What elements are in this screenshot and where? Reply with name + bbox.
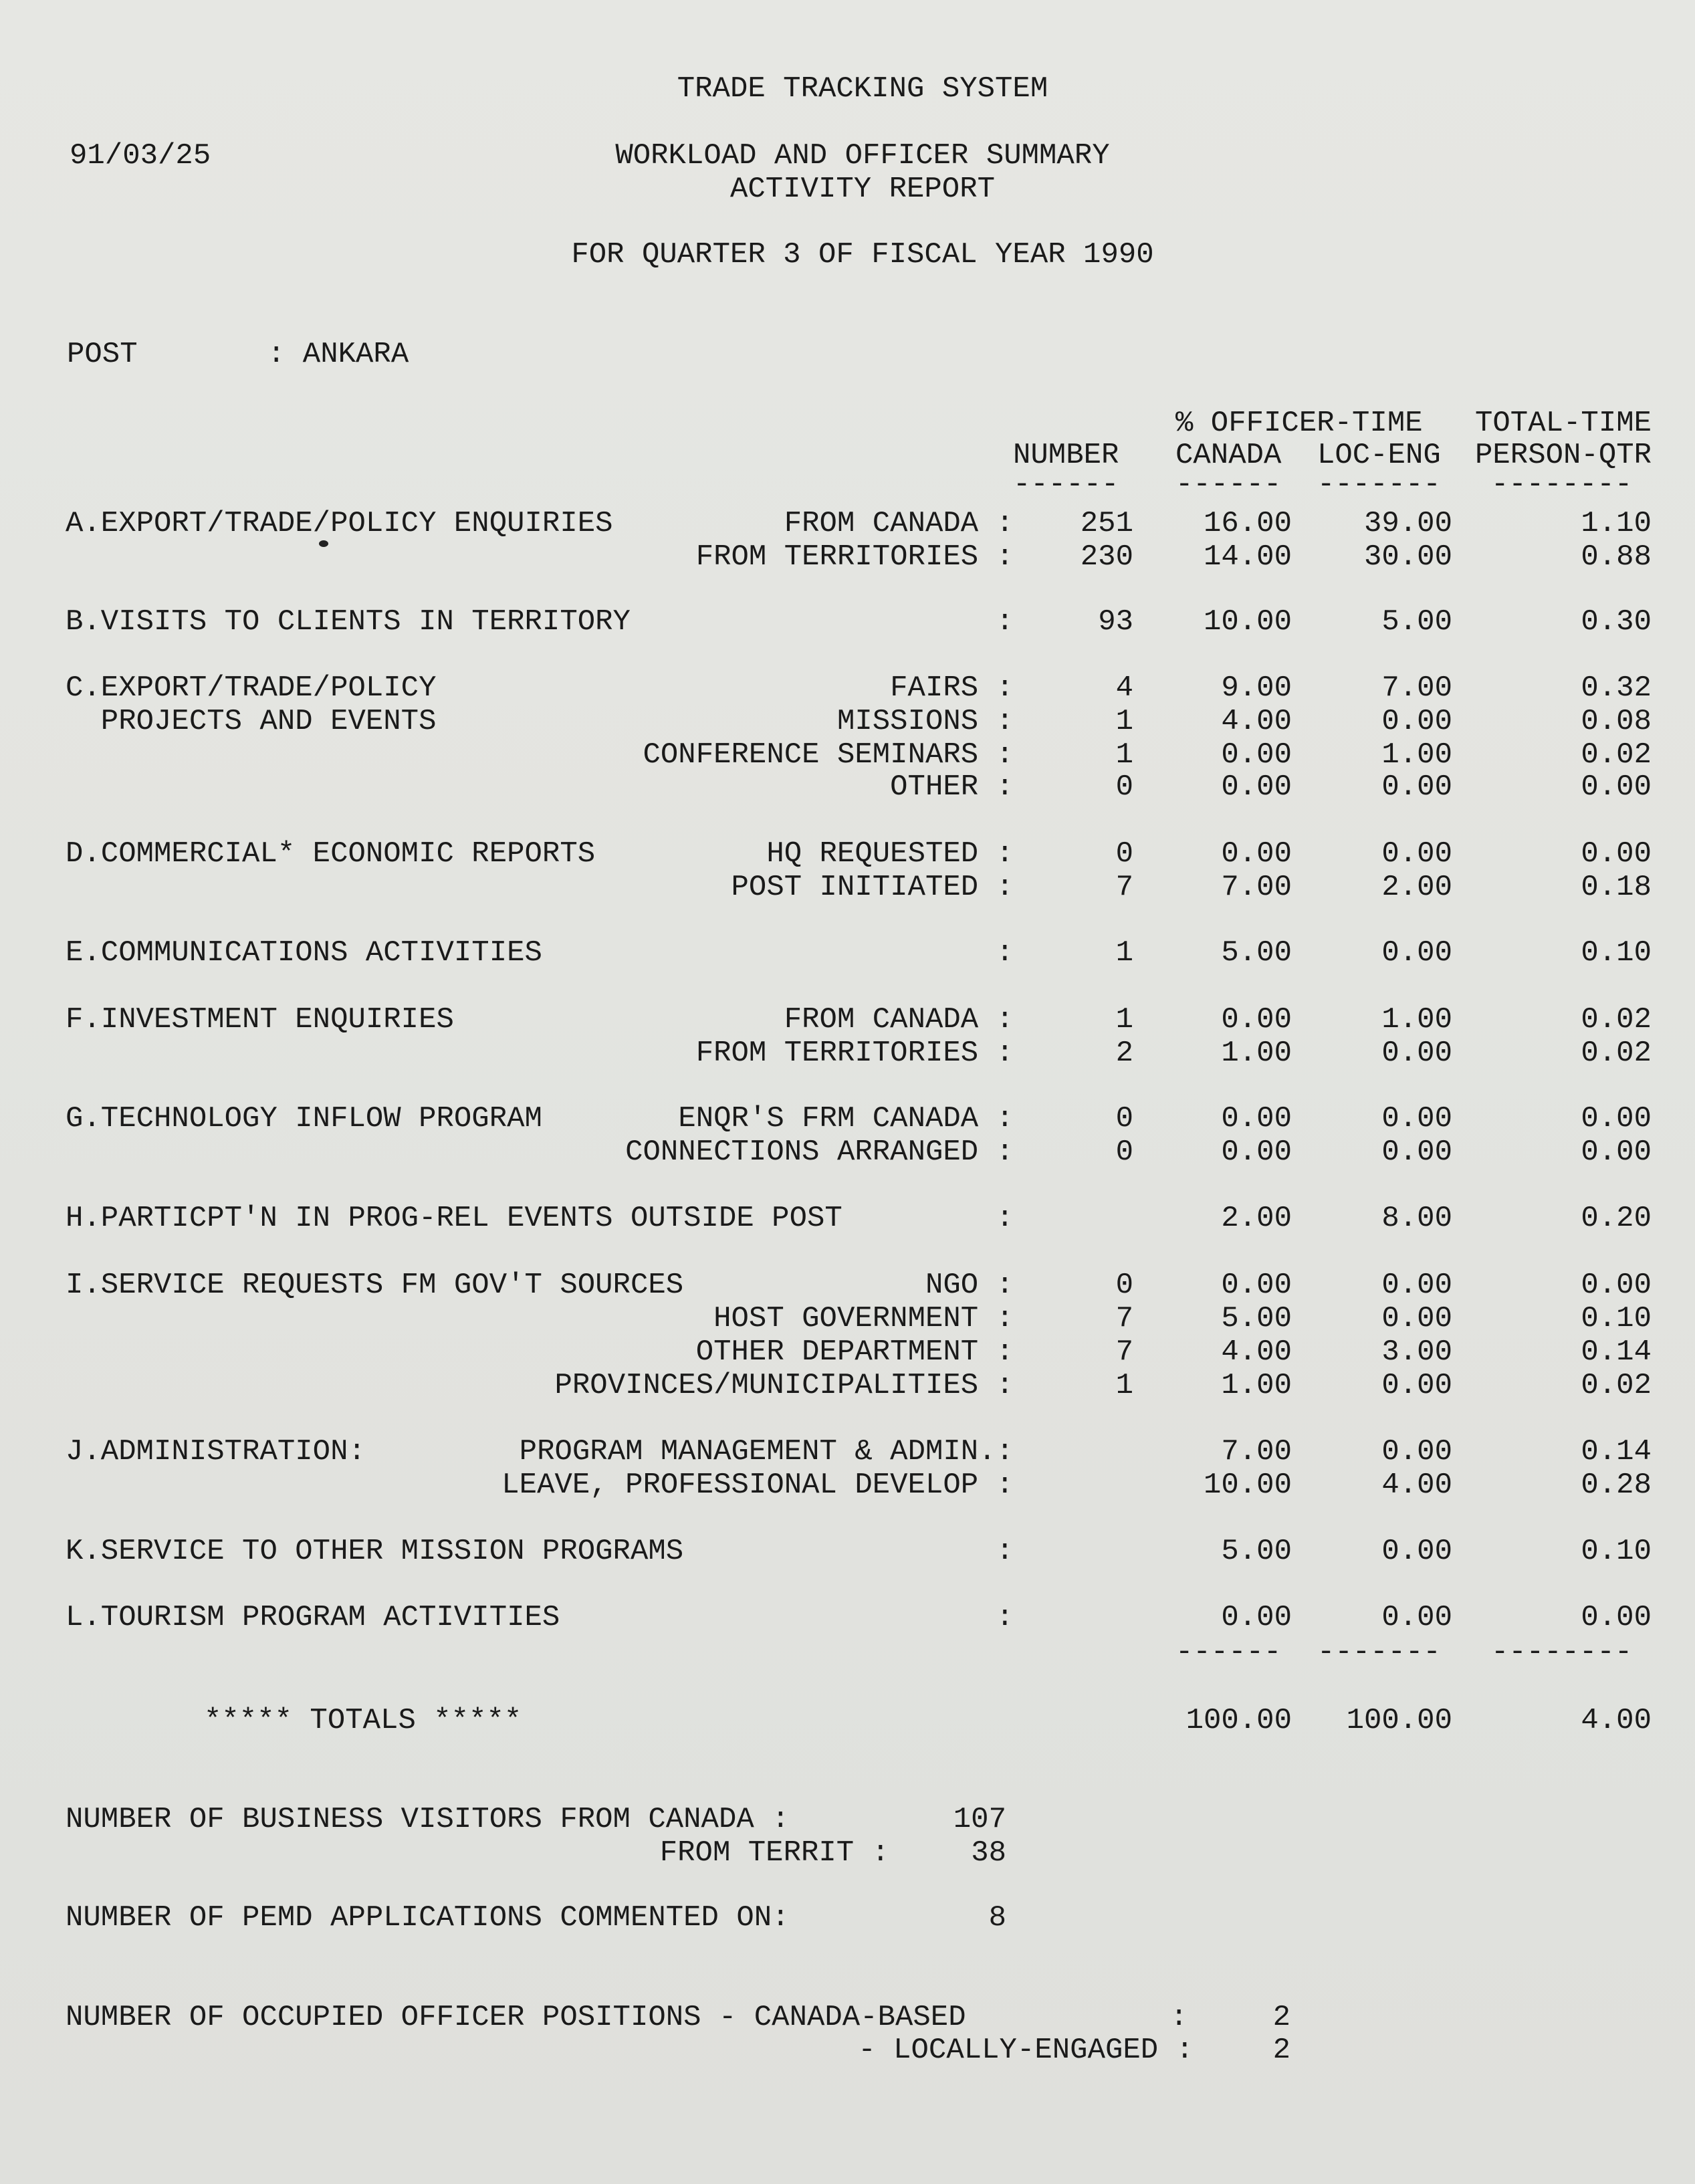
row-label: L.TOURISM PROGRAM ACTIVITIES: [66, 1601, 560, 1634]
row-person-qtr: 0.00: [1581, 770, 1652, 804]
row-loc-eng-pct: 0.00: [1381, 1102, 1452, 1135]
row-canada-pct: 7.00: [1221, 1435, 1292, 1468]
row-loc-eng-pct: 0.00: [1381, 1601, 1452, 1634]
row-sublabel: HQ REQUESTED :: [766, 837, 1014, 871]
row-person-qtr: 0.10: [1581, 1535, 1652, 1568]
row-sublabel: MISSIONS :: [836, 705, 1014, 738]
scan-speck: [319, 540, 328, 547]
row-loc-eng-pct: 0.00: [1381, 1435, 1452, 1468]
row-canada-pct: 4.00: [1221, 1335, 1292, 1369]
row-number: 1: [1115, 1369, 1133, 1402]
row-canada-pct: 7.00: [1221, 871, 1292, 904]
row-sublabel: PROVINCES/MUNICIPALITIES :: [554, 1369, 1014, 1402]
row-loc-eng-pct: 0.00: [1381, 705, 1452, 738]
row-number: 2: [1115, 1036, 1133, 1070]
row-sublabel: LEAVE, PROFESSIONAL DEVELOP :: [501, 1468, 1014, 1502]
row-person-qtr: 0.02: [1581, 738, 1652, 772]
totals-loc-eng-rule: -------: [1317, 1636, 1441, 1669]
totals-canada-rule: ------: [1175, 1636, 1282, 1669]
row-canada-pct: 5.00: [1221, 936, 1292, 970]
row-number: 0: [1115, 770, 1133, 804]
row-canada-pct: 4.00: [1221, 705, 1292, 738]
row-number: 230: [1080, 540, 1133, 574]
col-canada: CANADA: [1175, 439, 1282, 472]
territ-label: FROM TERRIT :: [659, 1836, 889, 1870]
row-sublabel: :: [996, 1535, 1014, 1568]
row-sublabel: NGO :: [925, 1269, 1014, 1302]
row-number: 1: [1115, 705, 1133, 738]
row-sublabel: FAIRS :: [890, 671, 1014, 705]
total-time-header: TOTAL-TIME: [1475, 407, 1652, 440]
col-loc-eng: LOC-ENG: [1317, 439, 1441, 472]
row-canada-pct: 1.00: [1221, 1036, 1292, 1070]
row-number: 1: [1115, 1003, 1133, 1036]
row-person-qtr: 0.00: [1581, 1601, 1652, 1634]
row-loc-eng-pct: 0.00: [1381, 1036, 1452, 1070]
row-canada-pct: 1.00: [1221, 1369, 1292, 1402]
row-person-qtr: 0.28: [1581, 1468, 1652, 1502]
row-person-qtr: 0.88: [1581, 540, 1652, 574]
row-label: I.SERVICE REQUESTS FM GOV'T SOURCES: [66, 1269, 684, 1302]
row-canada-pct: 14.00: [1203, 540, 1292, 574]
row-canada-pct: 10.00: [1203, 605, 1292, 639]
row-loc-eng-pct: 0.00: [1381, 1302, 1452, 1335]
row-loc-eng-pct: 7.00: [1381, 671, 1452, 705]
row-sublabel: FROM TERRITORIES :: [695, 540, 1014, 574]
row-number: 93: [1098, 605, 1133, 639]
row-loc-eng-pct: 8.00: [1381, 1202, 1452, 1235]
row-number: 7: [1115, 871, 1133, 904]
row-number: 1: [1115, 738, 1133, 772]
row-canada-pct: 0.00: [1221, 837, 1292, 871]
row-person-qtr: 0.32: [1581, 671, 1652, 705]
row-canada-pct: 0.00: [1221, 1135, 1292, 1169]
row-number: 1: [1115, 936, 1133, 970]
row-person-qtr: 0.00: [1581, 1102, 1652, 1135]
row-loc-eng-pct: 0.00: [1381, 936, 1452, 970]
row-number: 7: [1115, 1302, 1133, 1335]
row-loc-eng-pct: 0.00: [1381, 1535, 1452, 1568]
row-number: 4: [1115, 671, 1133, 705]
row-label: G.TECHNOLOGY INFLOW PROGRAM: [66, 1102, 542, 1135]
row-person-qtr: 0.00: [1581, 1269, 1652, 1302]
row-person-qtr: 0.14: [1581, 1435, 1652, 1468]
report-date: 91/03/25: [70, 139, 211, 173]
row-label: H.PARTICPT'N IN PROG-REL EVENTS OUTSIDE POST: [66, 1202, 842, 1235]
row-number: 0: [1115, 1102, 1133, 1135]
row-sublabel: ENQR'S FRM CANADA :: [678, 1102, 1014, 1135]
row-sublabel: HOST GOVERNMENT :: [713, 1302, 1014, 1335]
positions-label: NUMBER OF OCCUPIED OFFICER POSITIONS - CANADA-BASED: [66, 2001, 966, 2034]
row-number: 7: [1115, 1335, 1133, 1369]
report-subtitle: ACTIVITY REPORT: [729, 173, 996, 206]
row-sublabel: OTHER DEPARTMENT :: [695, 1335, 1014, 1369]
row-sublabel: OTHER :: [890, 770, 1014, 804]
row-canada-pct: 0.00: [1221, 1003, 1292, 1036]
col-person-qtr: PERSON-QTR: [1475, 439, 1652, 472]
row-canada-pct: 9.00: [1221, 671, 1292, 705]
row-sublabel: POST INITIATED :: [731, 871, 1014, 904]
post-value: : ANKARA: [267, 338, 409, 371]
row-canada-pct: 0.00: [1221, 738, 1292, 772]
row-person-qtr: 0.00: [1581, 1135, 1652, 1169]
report-title: WORKLOAD AND OFFICER SUMMARY: [615, 139, 1110, 173]
row-label: A.EXPORT/TRADE/POLICY ENQUIRIES: [66, 507, 613, 540]
totals-label: ***** TOTALS *****: [204, 1704, 522, 1737]
row-person-qtr: 0.30: [1581, 605, 1652, 639]
row-label: K.SERVICE TO OTHER MISSION PROGRAMS: [66, 1535, 684, 1568]
row-loc-eng-pct: 2.00: [1381, 871, 1452, 904]
system-title: TRADE TRACKING SYSTEM: [677, 72, 1048, 106]
row-person-qtr: 0.18: [1581, 871, 1652, 904]
row-sublabel: :: [996, 1202, 1014, 1235]
totals-pq-rule: --------: [1491, 1636, 1633, 1669]
row-canada-pct: 0.00: [1221, 1102, 1292, 1135]
row-loc-eng-pct: 0.00: [1381, 1135, 1452, 1169]
report-period: FOR QUARTER 3 OF FISCAL YEAR 1990: [571, 238, 1154, 271]
row-canada-pct: 2.00: [1221, 1202, 1292, 1235]
row-sublabel: CONNECTIONS ARRANGED :: [625, 1135, 1014, 1169]
totals-loc-eng: 100.00: [1346, 1704, 1452, 1737]
row-loc-eng-pct: 39.00: [1363, 507, 1452, 540]
post-label: POST: [67, 338, 138, 371]
officer-time-header: % OFFICER-TIME: [1175, 407, 1423, 440]
row-loc-eng-pct: 30.00: [1363, 540, 1452, 574]
business-visitors-canada: 107: [953, 1803, 1006, 1836]
positions-canada-based: 2: [1272, 2001, 1290, 2034]
row-sublabel: CONFERENCE SEMINARS :: [643, 738, 1014, 772]
row-person-qtr: 0.00: [1581, 837, 1652, 871]
row-loc-eng-pct: 0.00: [1381, 1269, 1452, 1302]
pemd-label: NUMBER OF PEMD APPLICATIONS COMMENTED ON:: [66, 1901, 790, 1935]
row-canada-pct: 10.00: [1203, 1468, 1292, 1502]
row-person-qtr: 0.10: [1581, 936, 1652, 970]
row-canada-pct: 0.00: [1221, 770, 1292, 804]
row-sublabel: PROGRAM MANAGEMENT & ADMIN.:: [519, 1435, 1014, 1468]
row-loc-eng-pct: 3.00: [1381, 1335, 1452, 1369]
col-loc-eng-rule: -------: [1317, 468, 1441, 502]
row-number: 0: [1115, 1269, 1133, 1302]
row-loc-eng-pct: 4.00: [1381, 1468, 1452, 1502]
business-visitors-territ: 38: [971, 1836, 1006, 1870]
row-canada-pct: 16.00: [1203, 507, 1292, 540]
col-number: NUMBER: [1013, 439, 1119, 472]
row-sublabel: :: [996, 1601, 1014, 1634]
row-person-qtr: 0.14: [1581, 1335, 1652, 1369]
row-canada-pct: 0.00: [1221, 1601, 1292, 1634]
row-label: F.INVESTMENT ENQUIRIES: [66, 1003, 454, 1036]
row-loc-eng-pct: 1.00: [1381, 738, 1452, 772]
totals-canada: 100.00: [1185, 1704, 1292, 1737]
positions-locally-engaged: 2: [1272, 2034, 1290, 2067]
col-person-qtr-rule: --------: [1491, 468, 1633, 502]
row-loc-eng-pct: 0.00: [1381, 770, 1452, 804]
row-label: B.VISITS TO CLIENTS IN TERRITORY: [66, 605, 631, 639]
row-sublabel: FROM CANADA :: [784, 507, 1014, 540]
row-loc-eng-pct: 0.00: [1381, 837, 1452, 871]
row-loc-eng-pct: 5.00: [1381, 605, 1452, 639]
row-label: J.ADMINISTRATION:: [66, 1435, 366, 1468]
col-canada-rule: ------: [1175, 468, 1282, 502]
row-number: 0: [1115, 1135, 1133, 1169]
row-loc-eng-pct: 0.00: [1381, 1369, 1452, 1402]
row-canada-pct: 0.00: [1221, 1269, 1292, 1302]
row-person-qtr: 0.02: [1581, 1369, 1652, 1402]
row-person-qtr: 0.08: [1581, 705, 1652, 738]
totals-person-qtr: 4.00: [1581, 1704, 1652, 1737]
row-label: PROJECTS AND EVENTS: [66, 705, 437, 738]
row-number: 251: [1080, 507, 1133, 540]
row-person-qtr: 0.10: [1581, 1302, 1652, 1335]
row-canada-pct: 5.00: [1221, 1302, 1292, 1335]
row-person-qtr: 1.10: [1581, 507, 1652, 540]
row-label: C.EXPORT/TRADE/POLICY: [66, 671, 437, 705]
row-sublabel: :: [996, 605, 1014, 639]
row-label: E.COMMUNICATIONS ACTIVITIES: [66, 936, 542, 970]
row-person-qtr: 0.20: [1581, 1202, 1652, 1235]
row-sublabel: :: [996, 936, 1014, 970]
col-number-rule: ------: [1013, 468, 1119, 502]
business-visitors-label: NUMBER OF BUSINESS VISITORS FROM CANADA :: [66, 1803, 790, 1836]
row-canada-pct: 5.00: [1221, 1535, 1292, 1568]
row-loc-eng-pct: 1.00: [1381, 1003, 1452, 1036]
pemd-value: 8: [988, 1901, 1006, 1935]
positions-colon: :: [1170, 2001, 1188, 2034]
row-number: 0: [1115, 837, 1133, 871]
locally-engaged-label: - LOCALLY-ENGAGED :: [858, 2034, 1194, 2067]
row-sublabel: FROM CANADA :: [784, 1003, 1014, 1036]
row-person-qtr: 0.02: [1581, 1036, 1652, 1070]
row-person-qtr: 0.02: [1581, 1003, 1652, 1036]
row-sublabel: FROM TERRITORIES :: [695, 1036, 1014, 1070]
row-label: D.COMMERCIAL* ECONOMIC REPORTS: [66, 837, 596, 871]
